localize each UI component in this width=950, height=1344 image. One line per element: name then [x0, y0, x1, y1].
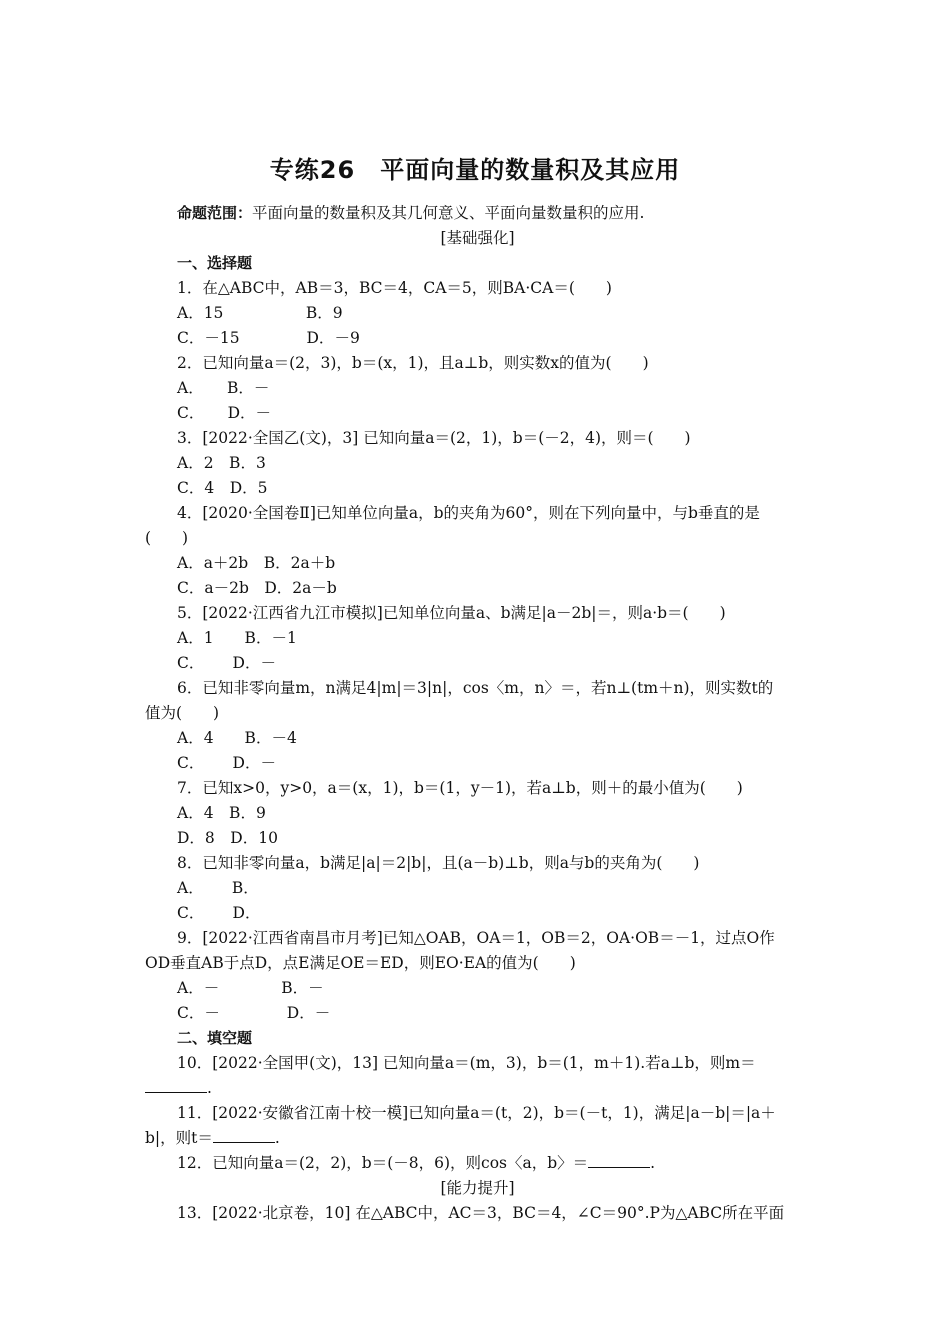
- q6-stem-line2: 值为( ): [145, 704, 220, 722]
- q12-stem: [177, 1153, 810, 1173]
- q9-options-cd: C．－ D．－: [177, 1004, 331, 1022]
- q3-options-cd: C．4 D．5: [177, 479, 268, 497]
- q11-period: .: [274, 1129, 280, 1147]
- q12-answer-blank[interactable]: [588, 1153, 650, 1168]
- q5-options-ab: A．1 B．－1: [177, 629, 297, 647]
- q8-options-cd: C． D．: [177, 904, 261, 922]
- q8-stem: 8．已知非零向量a，b满足|a|＝2|b|，且(a－b)⊥b，则a与b的夹角为( ): [177, 854, 700, 872]
- q2-options-cd: C． D．－: [177, 404, 272, 422]
- q10-answer-blank[interactable]: [145, 1078, 207, 1093]
- scope-text: 平面向量的数量积及其几何意义、平面向量数量积的应用.: [252, 204, 645, 222]
- q13-stem: 13．[2022·北京卷，10] 在△ABC中，AC＝3，BC＝4，∠C＝90°.P为△ABC所在平面: [177, 1204, 785, 1222]
- q2-stem: 2．已知向量a＝(2，3)，b＝(x，1)，且a⊥b，则实数x的值为( ): [177, 354, 649, 372]
- part1-heading: 一、选择题: [177, 254, 253, 272]
- q10-stem-line1: 10．[2022·全国甲(文)，13] 已知向量a＝(m，3)，b＝(1，m＋1).若a⊥b，则m＝: [177, 1054, 756, 1072]
- q9-stem-line1: 9．[2022·江西省南昌市月考]已知△OAB，OA＝1，OB＝2，OA·OB＝－1，过点O作: [177, 929, 775, 947]
- q1-options-ab: A．15 B．9: [177, 304, 343, 322]
- q5-options-cd: C． D．－: [177, 654, 276, 672]
- q3-stem: 3．[2022·全国乙(文)，3] 已知向量a＝(2，1)，b＝(－2，4)，则＝( ): [177, 429, 691, 447]
- q4-stem-line1: 4．[2020·全国卷Ⅱ]已知单位向量a，b的夹角为60°，则在下列向量中，与b垂直的是: [177, 504, 760, 522]
- section-basic: [基础强化]: [440, 229, 515, 247]
- q12-period: .: [650, 1154, 656, 1172]
- q10-stem-line2: [145, 1078, 810, 1098]
- section-ability: [能力提升]: [440, 1179, 515, 1197]
- q4-options-ab: A．a＋2b B．2a＋b: [177, 554, 336, 572]
- q11-stem-line1: 11．[2022·安徽省江南十校一模]已知向量a＝(t，2)，b＝(－t，1)，满足|a－b|＝|a＋: [177, 1104, 776, 1122]
- q4-stem-line2: ( ): [145, 529, 189, 547]
- q11-answer-blank[interactable]: [213, 1128, 275, 1143]
- q5-stem: 5．[2022·江西省九江市模拟]已知单位向量a、b满足|a－2b|＝，则a·b＝( ): [177, 604, 726, 622]
- q3-options-ab: A．2 B．3: [177, 454, 266, 472]
- q1-stem: 1．在△ABC中，AB＝3，BC＝4，CA＝5，则BA·CA＝( ): [177, 279, 612, 297]
- scope-label: 命题范围：: [177, 204, 253, 222]
- q1-options-cd: C．－15 D．－9: [177, 329, 360, 347]
- q6-options-cd: C． D．－: [177, 754, 276, 772]
- q9-options-ab: A．－ B．－: [177, 979, 324, 997]
- q6-options-ab: A．4 B．－4: [177, 729, 297, 747]
- q4-options-cd: C．a－2b D．2a－b: [177, 579, 337, 597]
- q7-stem: 7．已知x>0，y>0，a＝(x，1)，b＝(1，y－1)，若a⊥b，则＋的最小值为( ): [177, 779, 743, 797]
- page-title: 专练26 平面向量的数量积及其应用: [269, 156, 681, 184]
- scope-line: [177, 203, 810, 223]
- part2-heading: 二、填空题: [177, 1029, 253, 1047]
- q2-options-ab: A． B．－: [177, 379, 270, 397]
- q11-stem-line2: [145, 1128, 810, 1148]
- q7-options-ab: A．4 B．9: [177, 804, 266, 822]
- q8-options-ab: A． B．: [177, 879, 259, 897]
- q11-stem-line2-text: b|，则t＝: [145, 1129, 213, 1147]
- q9-stem-line2: OD垂直AB于点D，点E满足OE＝ED，则EO·EA的值为( ): [145, 954, 576, 972]
- q10-period: .: [207, 1079, 212, 1097]
- q12-stem-text: 12．已知向量a＝(2，2)，b＝(－8，6)，则cos〈a，b〉＝: [177, 1154, 589, 1172]
- q7-options-cd: D．8 D．10: [177, 829, 278, 847]
- q6-stem-line1: 6．已知非零向量m，n满足4|m|＝3|n|，cos〈m，n〉＝，若n⊥(tm＋n)，则实数t的: [177, 679, 774, 697]
